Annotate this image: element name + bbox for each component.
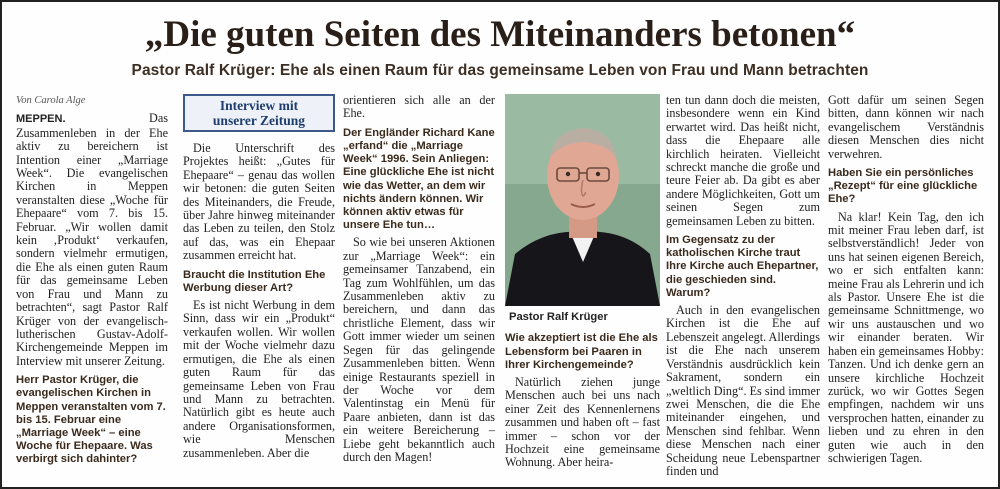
question: Haben Sie ein persönliches „Rezept“ für eine glückliche Ehe? [828, 167, 978, 206]
question: Im Gegensatz zu der katholischen Kirche traut Ihre Kirche auch Ehepartner, die geschieden sind. Warum? [666, 234, 819, 299]
column-2 [183, 94, 335, 460]
paragraph: Es ist nicht Werbung in dem Sinn, dass wir ein „Produkt“ verkaufen wollen. Wir wollen mit der Woche vielmehr dazu ermutigen, die Ehe als einen guten Raum für das gemeinsame Leben von Frau und Mann zu betrachten. Natürlich gibt es heute auch andere Organisationsformen, wie Menschen zusammenleben. Aber die [183, 298, 335, 460]
paragraph [16, 112, 168, 368]
portrait-illustration [505, 94, 660, 306]
portrait-photo [505, 94, 660, 306]
byline: Von Carola Alge [16, 95, 86, 106]
column-6 [828, 94, 984, 465]
paragraph: orientieren sich alle an der Ehe. [343, 93, 495, 121]
paragraph: Die Unterschrift des Projektes heißt: „Gutes für Ehepaare“ – genau das wollen wir betonen: die guten Seiten des Miteinanders, die Freude, über Jahre hinweg miteinander das Leben zu teilen, den Stolz auf das, was ein Ehepaar zusammen erreicht hat. [183, 141, 335, 263]
paragraph: Gott dafür um seinen Segen bitten, dann können wir nach evangelischem Verständnis diesen Menschen dies nicht verwehren. [828, 93, 984, 161]
column-4 [505, 94, 660, 470]
photo-caption: Pastor Ralf Krüger [509, 311, 608, 323]
question: Herr Pastor Krüger, die evangelischen Kirchen in Meppen veranstalten vom 7. bis 15. Februar eine „Marriage Week“ – eine Woche für Ehepaare. Was verbirgt sich dahinter? [16, 374, 166, 466]
paragraph: ten tun dann doch die meisten, insbesondere wenn ein Kind erwartet wird. Das heißt nicht, dass die Ehepaare alle kirchlich heiraten. Vielleicht schreckt manche die große und teure Feier ab. Da gibt es aber andere Möglichkeiten, Gott um seinen Segen zum gemeinsamen Leben zu bitten. [666, 93, 820, 228]
interview-box-line1: Interview mit [219, 98, 299, 113]
question: Der Engländer Richard Kane „erfand“ die „Marriage Week“ 1996. Sein Anliegen: Eine glückliche Ehe ist nicht wie das Wetter, an dem wir nichts ändern können. Wir können aktiv etwas für unsere Ehe tun… [343, 126, 495, 232]
paragraph-text: Das Zusammenleben in der Ehe aktiv zu bereichern ist Intention einer „Marriage Week“. Die evangelischen Kirchen in Meppen veranstalten diese „Woche für Ehepaare“ vom 7. bis 15. Februar. „Wir wollen damit kein ‚Produkt‘ verkaufen, sondern vielmehr ermutigen, die Ehe als einen guten Raum für das gemeinsame Leben von Frau und Mann zu betrachten“, sagt Pastor Ralf Krüger von der evangelisch-lutherischen Gustav-Adolf-Kirchengemeinde Meppen im Interview mit unserer Zeitung. [16, 111, 168, 368]
question: Braucht die Institution Ehe Werbung dieser Art? [183, 268, 326, 294]
column-3 [343, 94, 495, 464]
subheadline: Pastor Ralf Krüger: Ehe als einen Raum für das gemeinsame Leben von Frau und Mann betrachten [131, 62, 869, 79]
headline: „Die guten Seiten des Miteinanders betonen“ [144, 14, 856, 55]
paragraph: Auch in den evangelischen Kirchen ist die Ehe auf Lebenszeit angelegt. Allerdings ist die Ehe nach unserem Verständnis ausdrücklich kein Sakrament, sondern ein „weltlich Ding“. Es sind immer zwei Menschen, die die Ehe miteinander eingehen, und Menschen sind fehlbar. Wenn diese Menschen nach einer Scheidung neue Lebenspartner finden und [666, 303, 821, 478]
interview-box-line2: unserer Zeitung [212, 113, 306, 128]
paragraph: Natürlich ziehen junge Menschen auch bei uns nach einer Zeit des Kennenlernens zusammen und haben oft – fast immer – schon vor der Hochzeit eine gemeinsame Wohnung. Aber heira- [505, 375, 660, 470]
column-5 [666, 94, 820, 478]
dateline: MEPPEN. [16, 113, 66, 126]
question: Wie akzeptiert ist die Ehe als Lebensform bei Paaren in Ihrer Kirchengemeinde? [505, 332, 658, 371]
paragraph: Na klar! Kein Tag, den ich mit meiner Frau leben darf, ist selbstverständlich! Jeder von uns hat seinen eigenen Bereich, wo er sich entfalten kann: meine Frau als Lehrerin und ich als Pastor. Unsere Ehe ist die gemeinsame Schnittmenge, wo wir uns austauschen und wo wir einander beraten. Wir haben ein gemeinsames Hobby: Tanzen. Und ich denke gern an unsere kirchliche Hochzeit zurück, wo wir Gottes Segen empfingen, nachdem wir uns versprochen hatten, einander zu lieben und zu ehren in den guten wie auch in den schwierigen Tagen. [828, 209, 985, 465]
interview-box-text [213, 98, 305, 128]
interview-box [183, 94, 335, 132]
column-1 [16, 94, 168, 471]
paragraph: So wie bei unseren Aktionen zur „Marriage Week“: ein gemeinsamer Tanzabend, ein Tag zum Wohlfühlen, um das Zusammenleben aktiv zu bereichern, und dann das christliche Element, dass wir Gott immer wieder um seinen Segen für das gelingende Zusammenleben bitten. Wenn einige Restaurants speziell in der Woche vor dem Valentinstag ein Menü für Paare anbieten, dann ist das ein weitere Bereicherung – Liebe geht bekanntlich auch durch den Magen! [343, 235, 495, 464]
